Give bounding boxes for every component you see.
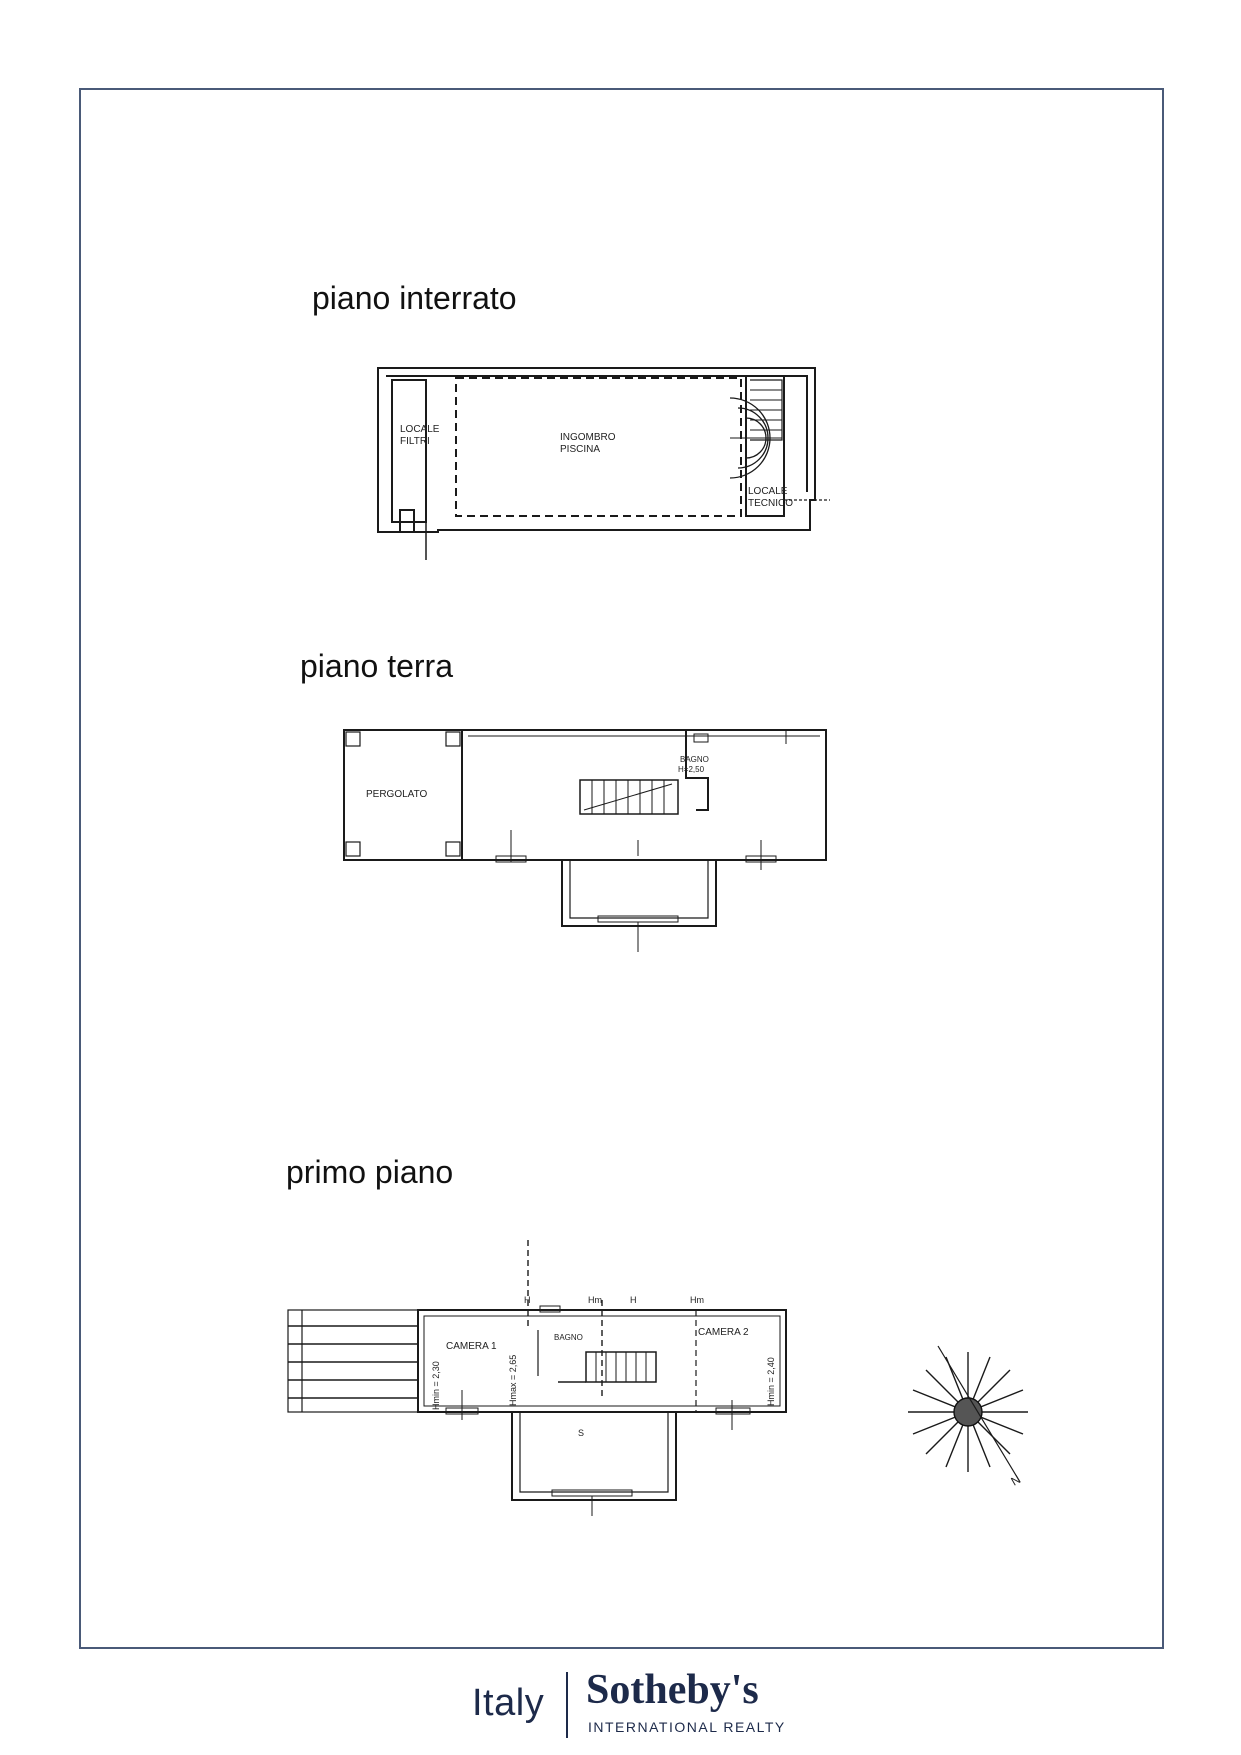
room-label-bedroom-1: CAMERA 1 bbox=[446, 1341, 497, 1352]
height-label-3: Hmin = 2,40 bbox=[766, 1357, 776, 1406]
brand-divider bbox=[566, 1672, 568, 1738]
ground-floor-title: piano terra bbox=[300, 648, 453, 684]
section-mark-hm2: Hm bbox=[690, 1295, 704, 1305]
room-label-pergola: PERGOLATO bbox=[366, 789, 428, 800]
ground-floor-plan bbox=[336, 720, 856, 960]
section-mark-s: S bbox=[578, 1428, 585, 1438]
section-mark-hm1: Hm bbox=[588, 1295, 602, 1305]
height-label-2: Hmax = 2,65 bbox=[508, 1354, 518, 1406]
room-label-bath-first: BAGNO bbox=[554, 1333, 583, 1342]
room-label-bedroom-2: CAMERA 2 bbox=[698, 1327, 749, 1338]
first-floor-title: primo piano bbox=[286, 1154, 454, 1190]
room-label-filters-1: LOCALE bbox=[400, 424, 440, 435]
section-mark-h2: H bbox=[630, 1295, 637, 1305]
basement-plan bbox=[370, 360, 840, 570]
height-label-1: Hmin = 2,30 bbox=[431, 1361, 441, 1410]
brand-subtitle: INTERNATIONAL REALTY bbox=[588, 1719, 786, 1735]
brand-logo-name: Sotheby's bbox=[586, 1667, 759, 1713]
room-label-technical-1: LOCALE bbox=[748, 486, 788, 497]
room-label-technical-2: TECNICO bbox=[748, 498, 793, 509]
room-label-filters-2: FILTRI bbox=[400, 436, 430, 447]
room-label-bath: BAGNO bbox=[680, 755, 709, 764]
room-label-pool-2: PISCINA bbox=[560, 444, 601, 455]
brand-country: Italy bbox=[472, 1682, 545, 1724]
first-floor-plan bbox=[286, 1240, 806, 1520]
section-mark-h1: H bbox=[524, 1295, 531, 1305]
room-label-bath-height: H=2,50 bbox=[678, 765, 705, 774]
room-label-pool-1: INGOMBRO bbox=[560, 432, 616, 443]
basement-title: piano interrato bbox=[312, 280, 517, 316]
compass-rose-icon bbox=[900, 1340, 1040, 1490]
compass-north-label: N bbox=[1008, 1472, 1024, 1489]
